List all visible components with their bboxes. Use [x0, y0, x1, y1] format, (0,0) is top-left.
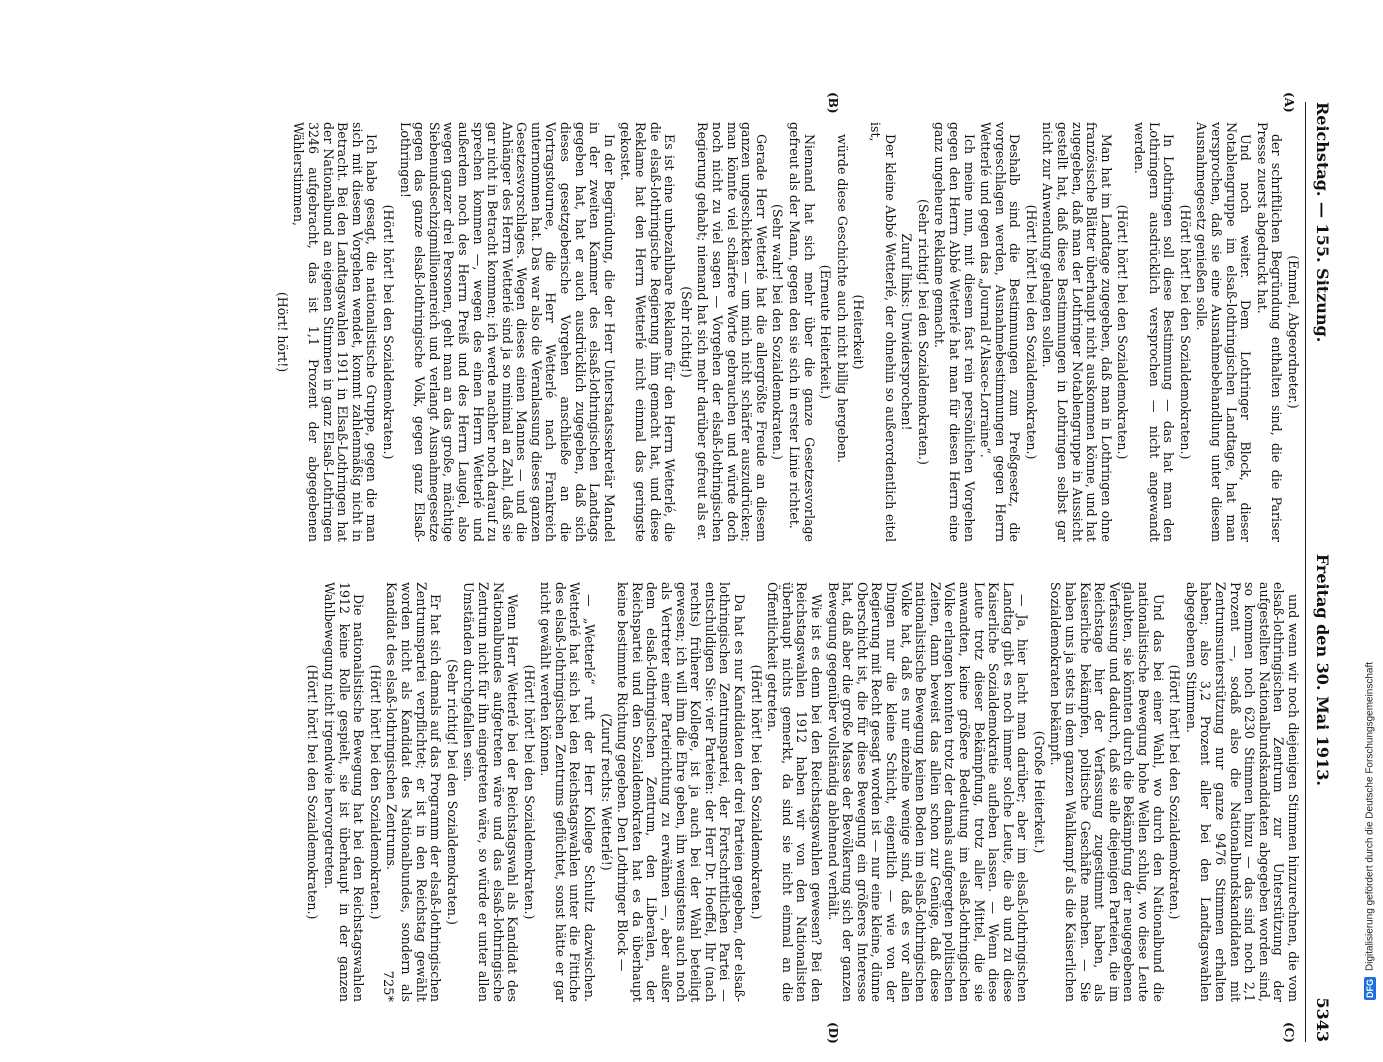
- paragraph: (Sehr richtig!): [678, 286, 694, 378]
- paragraph: (Hört! hört! bei den Sozialdemokraten.): [748, 664, 764, 920]
- paragraph: (Emmel, Abgeordneter.): [1286, 255, 1301, 409]
- paragraph: (Hört! hört! bei den Sozialdemokraten.): [1177, 204, 1193, 460]
- digitization-note-text: Digitalisierung gefördert durch die Deutsche Forschungsgemeinschaft: [1364, 661, 1376, 971]
- paragraph: In Lothringen soll diese Bestimmung — das hat man den Lothringern ausdrücklich versprochen — nicht angewandt werden.: [1132, 122, 1177, 542]
- margin-marker-a: (A): [1282, 92, 1296, 113]
- paragraph: Ich meine nun, mit diesem fast rein persönlichen Vorgehen gegen den Herrn Abbé Wetterlé hat man für diesen Herrn eine ganz ungeheure Reklame gemacht.: [932, 122, 977, 542]
- paragraph: (Hört! hört! bei den Sozialdemokraten.): [380, 204, 396, 460]
- dfg-logo: DFG: [1365, 979, 1375, 998]
- paragraph: Ich habe gesagt, die nationalistische Gruppe, gegen die man sich mit diesem Vorgehen wendet, kommt zahlenmäßig nicht in Betracht. Bei den Landtagswahlen 1911 in Elsaß-Lothringen hat der Nationalbund an eigenen Stimmen in ganz Elsaß-Lothringen 3246 aufgebracht, das ist 1,1 Prozent der abgegebenen Wählerstimmen,: [291, 122, 380, 542]
- paragraph: Er hat sich damals auf das Programm der elsaß-lothringischen Zentrumspartei verpflichtet; er ist in den Reichstag gewählt worden nicht als Kandidat des Nationalbundes, sondern als Kandidat des elsaß-lothringischen Zentrums.: [384, 582, 444, 1002]
- paragraph: Wenn Herr Wetterlé bei der Reichstagswahl als Kandidat des Nationalbundes aufgetreten wäre und das elsaß-lothringische Zentrum nicht für ihn eingetreten wäre, so würde er unter allen Umständen durchgefallen sein.: [461, 582, 521, 1002]
- paragraph: (Erneute Heiterkeit.): [818, 264, 834, 400]
- paragraph: — „Wetterlé“ ruft der Herr Kollege Schultz dazwischen. Wetterlé hat sich bei den Reichstagswahlen unter die Fittiche des elsaß-lothringischen Zentrums geflüchtet, sonst hätte er gar nicht gewählt werden können.: [538, 582, 598, 1002]
- paragraph: Man hat im Landtage zugegeben, daß man in Lothringen ohne französische Blätter überhaupt nicht auskommen könne, und hat zugegeben, daß man der Lothringer Notablengruppe in Aussicht gestellt hat, daß diese Bestimmungen in Lothringen selbst gar nicht zur Anwendung gelangen sollen.: [1040, 122, 1114, 542]
- paragraph: Gerade Herr Wetterlé hat die allergrößte Freude an diesem ganzen ungeschickten — um mich nicht schärfer auszudrücken; man könnte viel schärfere Worte gebrauchen und würde doch noch nicht zu viel sagen — Vorgehen der elsaß-lothringischen Regierung gehabt; niemand hat sich mehr darüber gefreut als er.: [695, 122, 769, 542]
- paragraph: (Heiterkeit): [851, 294, 867, 370]
- margin-marker-d: (D): [826, 1022, 840, 1044]
- paragraph: Es ist eine unbezahlbare Reklame für den Herrn Wetterlé, die die elsaß-lothringische Regierung ihm gemacht hat, und diese Reklame hat den Herrn Wetterlé nicht einmal das geringste gekostet.: [618, 122, 678, 542]
- header-center: Freitag den 30. Mai 1913.: [1313, 553, 1333, 786]
- footer-page-number: 725*: [380, 970, 395, 1002]
- paragraph: Und das bei einer Wahl, wo durch den Nationalbund die nationalistische Bewegung hohe Wellen schlug, wo diese Leute glaubten, sie könnten durch die Bekämpfung der neugegebenen Verfassung und dadurch, daß sie alle diejenigen Parteien, die im Reichstage hier der Verfassung zugestimmt haben, als Kaiserliche bekämpfen, politische Geschäfte machen. — Sie haben uns ja stets in dem ganzen Wahlkampf als die Kaiserlichen Sozialdemokraten bekämpft.: [1048, 582, 1166, 1002]
- paragraph: (Sehr wahr! bei den Sozialdemokraten.): [770, 204, 786, 460]
- paragraph: (Hört! hört! bei den Sozialdemokraten.): [305, 664, 321, 920]
- paragraph: (Sehr richtig! bei den Sozialdemokraten.): [915, 199, 931, 465]
- page-header: [1305, 102, 1340, 1042]
- paragraph: (Hört! hört! bei den Sozialdemokraten.): [1023, 204, 1039, 460]
- left-text-column: [274, 122, 1301, 542]
- paragraph: In der Begründung, die der Herr Unterstaatssekretär Mandel in der zweiten Kammer des elsaß-lothringischen Landtags gegeben hat, hat er auch ausdrücklich zugegeben, daß sich dieses gesetzgeberische Vorgehen anschließe an die Vortragstournee, die Herr Wetterlé nach Frankreich unternommen hat. Das war also die Veranlassung dieses ganzen Gesetzesvorschlages. Wegen dieses einen Mannes — und die Anhänger des Herrn Wetterlé sind ja so minimal an Zahl, daß sie gar nicht in Betracht kommen; ich werde nachher noch darauf zu sprechen kommen —, wegen des einen Herrn Wetterlé und außerdem noch des Herrn Preiß und des Herrn Laugel, also wegen ganzer drei Personen, geht man an das große, mächtige Siebenundsechzigmillionenreich und verlangt Ausnahmegesetze gegen das ganze elsaß-lothringische Volk, gegen ganz Elsaß-Lothringen!: [397, 122, 617, 542]
- paragraph: (Hört! hört! bei den Sozialdemokraten.): [1167, 664, 1183, 920]
- paragraph: Zuruf links: Unwidersprochen!: [899, 233, 915, 431]
- paragraph: Der kleine Abbé Wetterlé, der ohnehin so außerordentlich eitel ist,: [867, 122, 898, 542]
- paragraph: (Hört! hört! bei den Sozialdemokraten.): [1115, 204, 1131, 460]
- paragraph: der schriftlichen Begründung enthalten sind, die die Pariser Presse zuerst abgedruckt hat.: [1254, 122, 1285, 542]
- paragraph: Und noch weiter. Dem Lothringer Block, dieser Notablengruppe im elsaß-lothringischen Landtage, hat man versprochen, daß sie eine Ausnahmebehandlung unter diesem Ausnahmegesetz genießen solle.: [1194, 122, 1254, 542]
- header-right: 5343: [1313, 997, 1333, 1042]
- paragraph: Niemand hat sich mehr über die ganze Gesetzesvorlage gefreut als der Mann, gegen den sie sich in erster Linie richtet.: [787, 122, 817, 542]
- paragraph: würde diese Geschichte auch nicht billig hergeben.: [834, 134, 850, 463]
- paragraph: Wie ist es denn bei den Reichstagswahlen gewesen? Bei den Reichstagswahlen 1912 haben wir von den Nationalisten überhaupt nichts gemerkt, da sind sie nicht einmal an die Öffentlichkeit getreten.: [765, 582, 824, 1002]
- paragraph: Deshalb sind die Bestimmungen zum Preßgesetz, die vorgeschlagen werden, Ausnahmebestimmungen gegen Herrn Wetterlé und gegen das „Journal d'Alsace-Lorraine“.: [978, 122, 1023, 542]
- paragraph: (Sehr richtig! bei den Sozialdemokraten.): [444, 659, 460, 925]
- paragraph: — Ja, hier lacht man darüber; aber im elsaß-lothringischen Landtag gibt es noch immer solche Leute, die ab und zu diese Kaiserliche Sozialdemokratie aufleben lassen. — Wenn diese Leute trotz dieser Bekämpfung, trotz aller Mittel, die sie anwandten, keine größere Bedeutung im elsaß-lothringischen Volke erlangen konnten trotz der damals aufgeregten politischen Zeiten, dann beweist das allein schon zur Genüge, daß diese nationalistische Bewegung keinen Boden im elsaß-lothringischen Volke hat, daß es nur einzelne wenige sind, daß es vor allen Dingen nur die kleine Schicht, eigentlich — wie von der Regierung mit Recht gesagt worden ist — nur eine kleine, dünne Oberschicht ist, die für diese Bewegung ein größeres Interesse hat, daß aber die große Masse der Bevölkerung sich der ganzen Bewegung gegenüber vollständig ablehnend verhält.: [825, 582, 1031, 1002]
- paragraph: (Zuruf rechts: Wetterlé!): [598, 713, 614, 871]
- paragraph: Da hat es nur Kandidaten der drei Parteien gegeben, der elsaß-lothringischen Zentrumspartei, der Fortschrittlichen Partei — entschuldigen Sie: vier Parteien: der Herr Dr. Hoeffel, Ihr (nach rechts) früherer Kollege, ist ja auch bei der Wahl beteiligt gewesen; ich will ihm die Ehre geben, ihn wenigstens auch noch als Vertreter einer Parteirichtung zu erwähnen —, aber außer dem elsaß-lothringischen Zentrum, den Liberalen, der Reichspartei und den Sozialdemokraten hat es da überhaupt keine bestimmte Richtung gegeben. Den Lothringer Block —: [615, 582, 748, 1002]
- paragraph: und wenn wir noch diejenigen Stimmen hinzurechnen, die vom elsaß-lothringischen Zentrum zur Unterstützung der aufgestellten Nationalbundskandidaten abgegeben worden sind, so kommen noch 6230 Stimmen hinzu — das sind noch 2,1 Prozent —, sodaß also die Nationalbundskandidaten mit Zentrumsunterstützung nur ganze 9476 Stimmen erhalten haben; also 3,2 Prozent aller bei den Landtagswahlen abgegebenen Stimmen.: [1183, 582, 1301, 1002]
- margin-marker-c: (C): [1282, 1022, 1296, 1043]
- header-left: Reichstag. — 155. Sitzung.: [1313, 102, 1333, 343]
- margin-marker-b: (B): [826, 92, 840, 114]
- paragraph: (Hört! hört! bei den Sozialdemokraten.): [521, 664, 537, 920]
- paragraph: (Hört! hört! bei den Sozialdemokraten.): [367, 664, 383, 920]
- paragraph: (Große Heiterkeit.): [1031, 730, 1047, 854]
- paragraph: (Hört! hört!): [274, 291, 290, 373]
- paragraph: Die nationalistische Bewegung hat bei den Reichstagswahlen 1912 keine Rolle gespielt, sie ist überhaupt in der ganzen Wahlbewegung nicht irgendwie hervorgetreten.: [322, 582, 367, 1002]
- rotated-page: [0, 62, 1340, 1062]
- digitization-note: [1363, 40, 1377, 1000]
